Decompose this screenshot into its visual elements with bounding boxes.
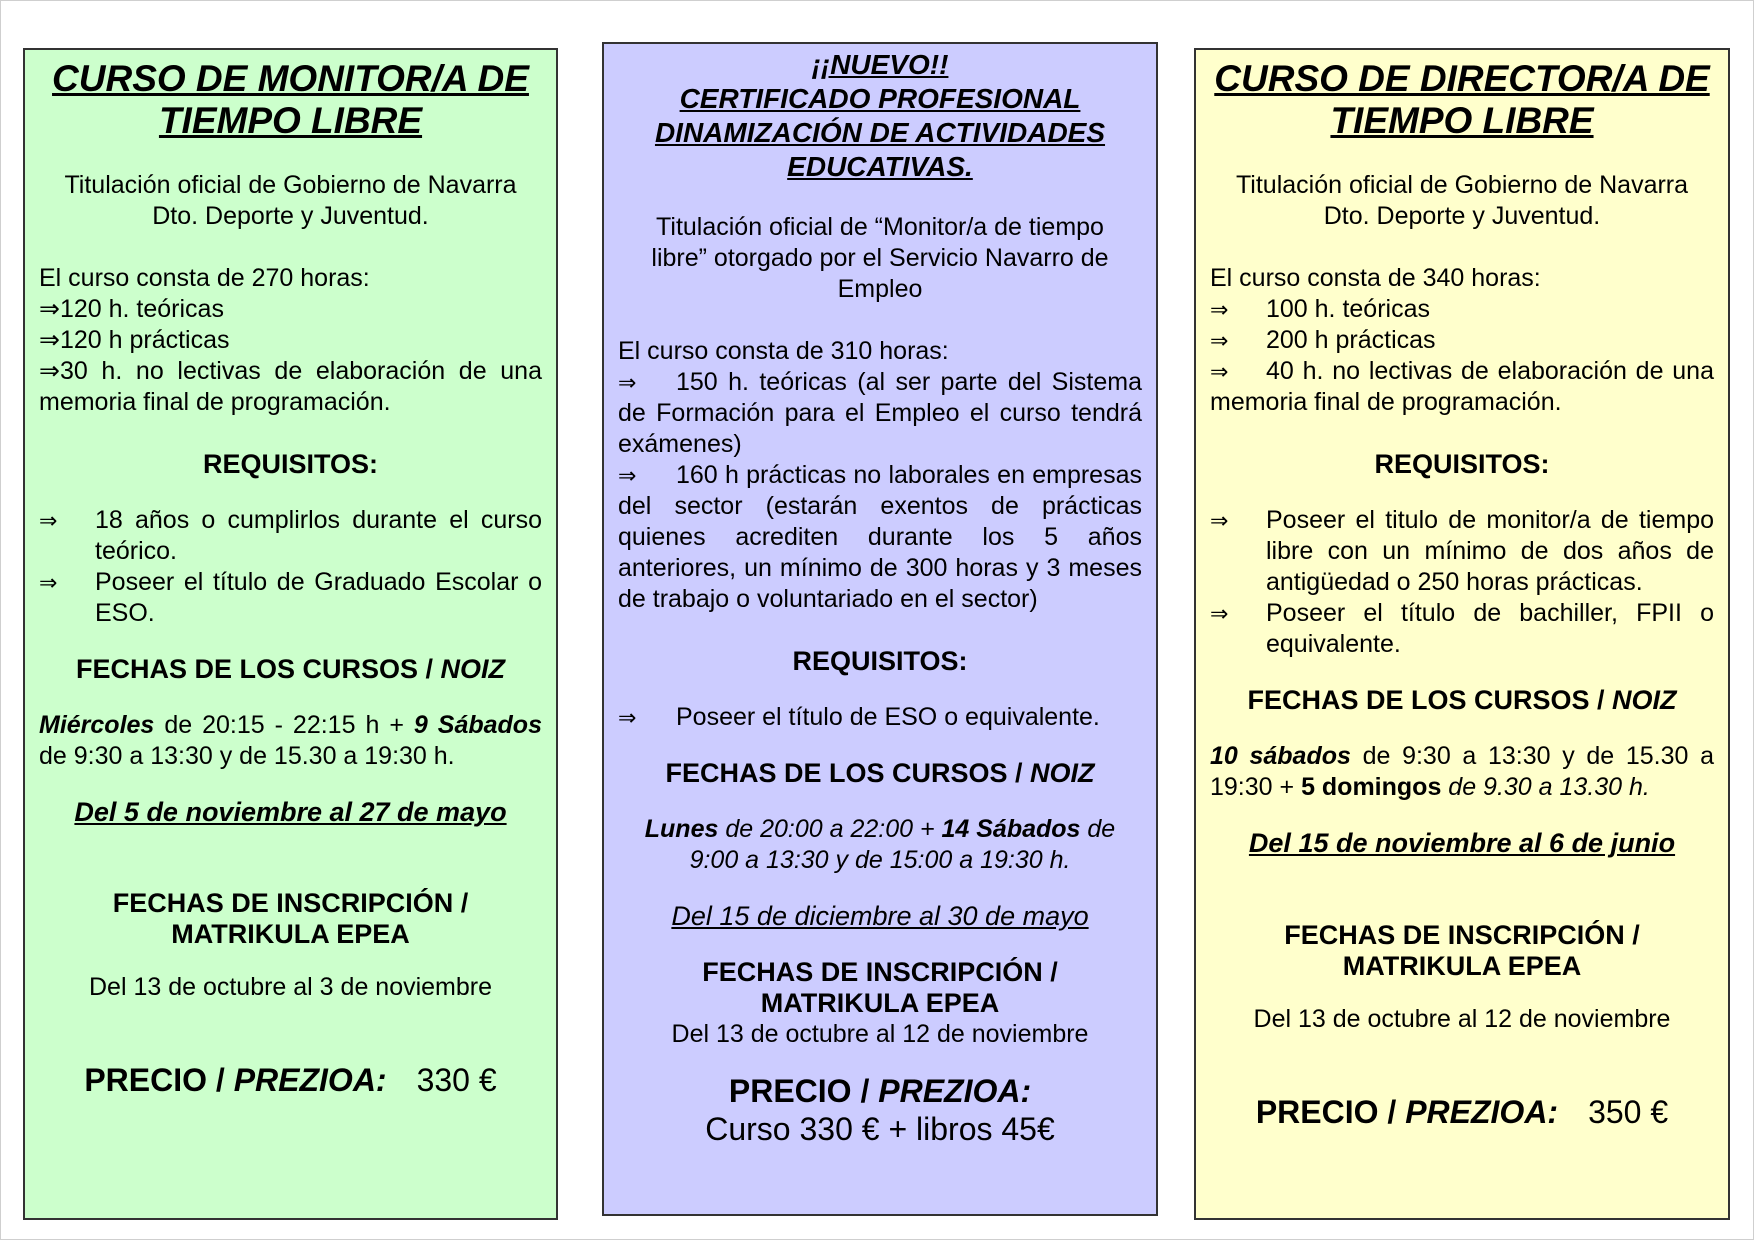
course-date-range: Del 5 de noviembre al 27 de mayo [74,797,507,827]
inscripcion-dates: Del 13 de octubre al 3 de noviembre [88,973,493,1001]
price-value: Curso 330 € + libros 45€ [705,1111,1055,1147]
arrow-icon: ⇒ [39,357,60,385]
fechas-heading: FECHAS DE LOS CURSOS / NOIZ [1247,685,1677,715]
inscripcion-heading-1: FECHAS DE INSCRIPCIÓN / [112,888,469,918]
inscripcion-heading-2: MATRIKULA EPEA [1342,951,1582,981]
official-text: Titulación oficial de “Monitor/a de tiempo libre” otorgado por el Servicio Navarro de Empleo [651,213,1109,303]
inscripcion-heading-1: FECHAS DE INSCRIPCIÓN / [1284,920,1640,950]
official-line-2: Dto. Deporte y Juventud. [152,202,429,230]
price-value: 330 € [416,1062,497,1098]
arrow-icon: ⇒ [1210,328,1229,353]
hours-intro: El curso consta de 310 horas: [618,337,949,365]
hours-intro: El curso consta de 270 horas: [39,264,370,292]
official-line-1: Titulación oficial de Gobierno de Navarra [64,171,517,199]
panel-certificate-course [602,42,1158,1216]
list-item: ⇒ 40 h. no lectivas de elaboración de una memoria final de programación. [1210,357,1714,416]
list-item: ⇒ 100 h. teóricas [1210,295,1430,323]
list-item: ⇒ Poseer el título de bachiller, FPII o equivalente. [1210,599,1714,658]
arrow-icon: ⇒ [1210,297,1229,322]
arrow-icon: ⇒ [618,463,637,488]
arrow-icon: ⇒ [1210,359,1229,384]
requisitos-heading: REQUISITOS: [202,449,379,479]
arrow-icon: ⇒ [1210,508,1229,533]
official-line-1: Titulación oficial de Gobierno de Navarra [1235,171,1689,199]
inscripcion-dates: Del 13 de octubre al 12 de noviembre [1253,1005,1671,1033]
inscripcion-heading-1: FECHAS DE INSCRIPCIÓN / [702,957,1058,987]
arrow-icon: ⇒ [618,370,637,395]
arrow-icon: ⇒ [1210,601,1229,626]
director-course-title: CURSO DE DIRECTOR/A DE TIEMPO LIBRE [1214,58,1710,141]
list-item: ⇒ 200 h prácticas [1210,326,1436,354]
course-date-range: Del 15 de noviembre al 6 de junio [1248,828,1676,858]
price-line: PRECIO / PREZIOA: 350 € [1255,1094,1669,1130]
schedule-text: Lunes de 20:00 a 22:00 + 14 Sábados de 9:00 a 13:30 y de 15:00 a 19:30 h. [644,815,1116,874]
price-line: PRECIO / PREZIOA: 330 € [84,1062,497,1098]
fechas-heading: FECHAS DE LOS CURSOS / NOIZ [665,758,1095,788]
price-value: 350 € [1588,1094,1669,1130]
inscripcion-heading-2: MATRIKULA EPEA [171,919,410,949]
list-item: ⇒ 160 h prácticas no laborales en empresas del sector (estarán exentos de prácticas quienes acrediten durante los 5 años anteriores, un mínimo de 300 horas y 3 meses de trabajo o voluntariado en el sector) [618,461,1142,613]
schedule-text: Miércoles de 20:15 - 22:15 h + 9 Sábados de 9:30 a 13:30 y de 15.30 a 19:30 h. [39,711,542,770]
certificate-title: ¡¡NUEVO!! CERTIFICADO PROFESIONAL DINAMIZACIÓN DE ACTIVIDADES EDUCATIVAS. [654,49,1106,182]
arrow-icon: ⇒ [39,326,60,354]
arrow-icon: ⇒ [39,570,58,595]
inscripcion-heading-2: MATRIKULA EPEA [760,988,1000,1018]
fechas-heading: FECHAS DE LOS CURSOS / NOIZ [75,654,506,684]
schedule-text: 10 sábados de 9:30 a 13:30 y de 15.30 a 19:30 + 5 domingos de 9.30 a 13.30 h. [1210,742,1714,801]
inscripcion-dates: Del 13 de octubre al 12 de noviembre [671,1020,1089,1048]
list-item: ⇒120 h. teóricas [39,295,224,323]
arrow-icon: ⇒ [618,705,637,730]
official-line-2: Dto. Deporte y Juventud. [1323,202,1601,230]
list-item: ⇒ Poseer el título de Graduado Escolar o ESO. [39,568,542,627]
list-item: ⇒ Poseer el titulo de monitor/a de tiempo libre con un mínimo de dos años de antigüedad o 250 horas prácticas. [1210,506,1714,596]
panel-monitor-course [23,48,558,1220]
course-date-range: Del 15 de diciembre al 30 de mayo [671,901,1089,931]
arrow-icon: ⇒ [39,295,60,323]
list-item: ⇒ 150 h. teóricas (al ser parte del Sistema de Formación para el Empleo el curso tendrá exámenes) [618,368,1142,458]
monitor-course-title: CURSO DE MONITOR/A DE TIEMPO LIBRE [52,58,529,141]
list-item: ⇒ 18 años o cumplirlos durante el curso teórico. [39,506,542,565]
requisitos-heading: REQUISITOS: [1374,449,1550,479]
requisitos-heading: REQUISITOS: [792,646,968,676]
list-item: ⇒120 h prácticas [39,326,230,354]
panel-director-course [1194,48,1730,1220]
arrow-icon: ⇒ [39,508,58,533]
price-line: PRECIO / PREZIOA: [728,1073,1032,1109]
list-item: ⇒ Poseer el título de ESO o equivalente. [618,703,1100,731]
list-item: ⇒30 h. no lectivas de elaboración de una memoria final de programación. [39,357,542,416]
hours-intro: El curso consta de 340 horas: [1210,264,1541,292]
